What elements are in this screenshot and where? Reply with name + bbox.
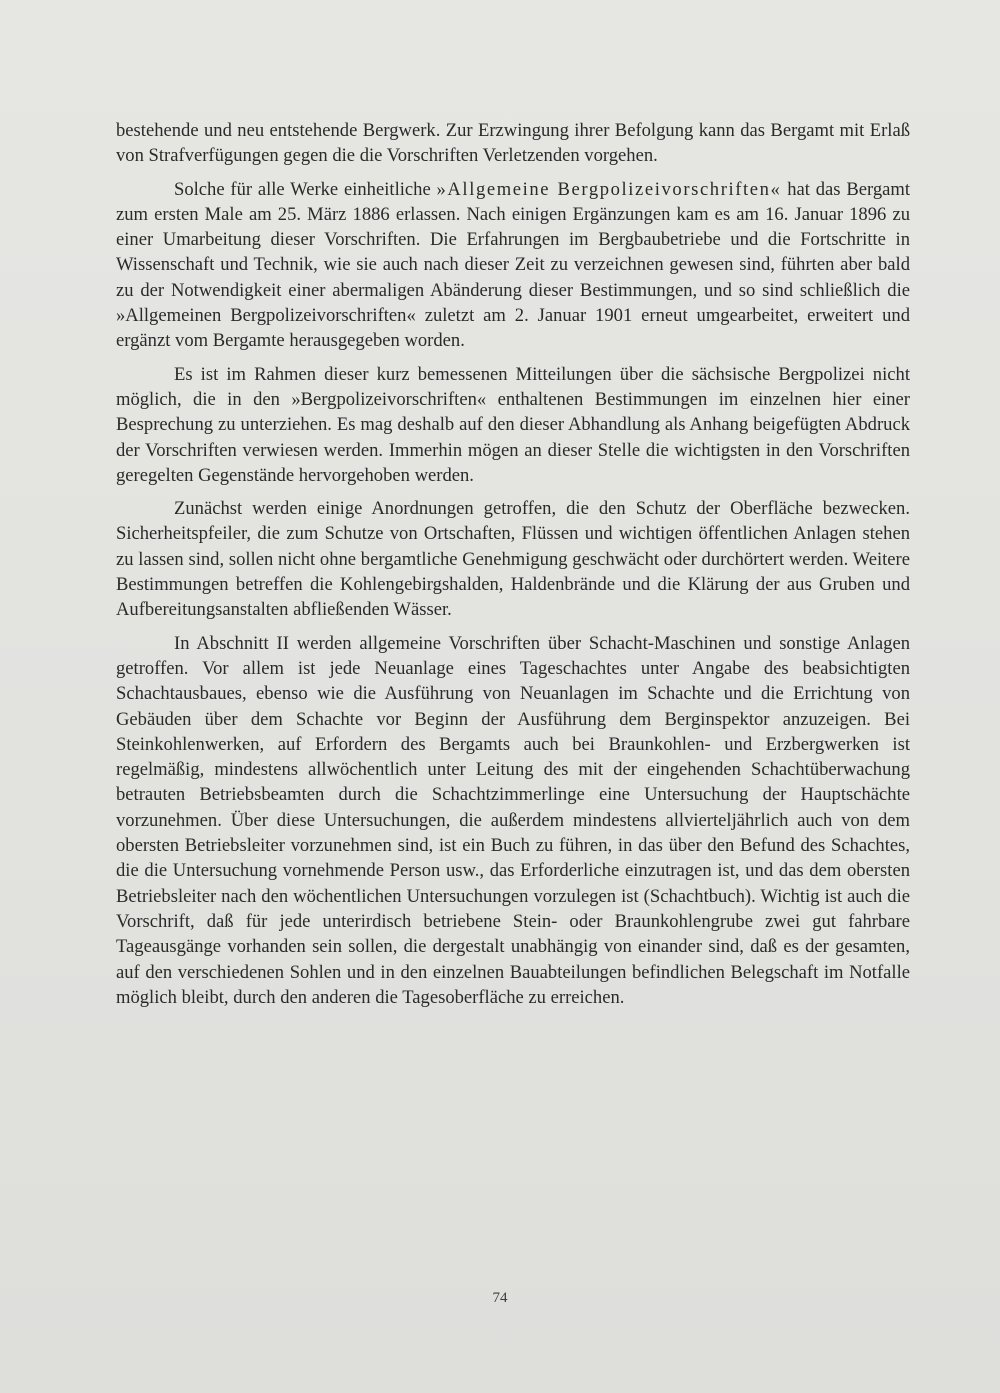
emphasized-title: »Allgemeine Bergpolizeivorschriften« [436, 178, 782, 200]
paragraph-1: bestehende und neu entstehende Bergwerk. Zur Erzwingung ihrer Befolgung kann das Bergamt mit Erlaß von Strafverfügungen gegen die die Vorschriften Verletzenden vorgehen. [116, 120, 910, 167]
paragraph-2-rest: hat das Bergamt zum ersten Male am 25. März 1886 erlassen. Nach einigen Ergänzungen kam es am 16. Januar 1896 zu einer Umarbeitung dieser Vorschriften. Die Erfahrungen im Bergbaubetriebe und die Fortschritte in Wissenschaft und Technik, wie sie auch nach dieser Zeit zu verzeichnen gewesen sind, führten aber bald zu der Notwendigkeit einer abermaligen Abänderung dieser Bestimmungen, und so sind schließlich die »Allgemeinen Bergpolizeivorschriften« zuletzt am 2. Januar 1901 erneut umgearbeitet, erweitert und ergänzt vom Bergamte herausgegeben worden. [116, 178, 911, 352]
body-text [116, 118, 910, 1018]
paragraph-2-start: Solche für alle Werke einheitliche [174, 178, 437, 200]
paragraph-2 [116, 177, 910, 354]
paragraph-4: Zunächst werden einige Anordnungen getroffen, die den Schutz der Oberfläche bezwecken. Sicherheitspfeiler, die zum Schutze von Ortschaften, Flüssen und wichtigen öffentlichen Anlagen stehen zu lassen sind, sollen nicht ohne bergamtliche Genehmigung geschwächt oder durchörtert werden. Weitere Bestimmungen betreffen die Kohlengebirgshalden, Haldenbrände und die Klärung der aus Gruben und Aufbereitungsanstalten abfließenden Wässer. [116, 498, 910, 621]
paragraph-5: In Abschnitt II werden allgemeine Vorschriften über Schacht-Maschinen und sonstige Anlagen getroffen. Vor allem ist jede Neuanlage eines Tageschachtes unter Angabe des beabsichtigten Schachtausbaues, ebenso wie die Ausführung von Neuanlagen im Schachte und die Errichtung von Gebäuden über dem Schachte vor Beginn der Ausführung dem Berginspektor anzuzeigen. Bei Steinkohlenwerken, auf Erfordern des Bergamts auch bei Braunkohlen- und Erzbergwerken ist regelmäßig, mindestens allwöchentlich unter Leitung des mit der eingehenden Schachtüberwachung betrauten Betriebsbeamten durch die Schachtzimmerlinge eine Untersuchung der Hauptschächte vorzunehmen. Über diese Untersuchungen, die außerdem mindestens allvierteljährlich auch von dem obersten Betriebsleiter vorzunehmen sind, ist ein Buch zu führen, in das über den Befund des Schachtes, die die Untersuchung vornehmende Person usw., das Erforderliche einzutragen ist, und das dem obersten Betriebsleiter nach den wöchentlichen Untersuchungen vorzulegen ist (Schachtbuch). Wichtig ist auch die Vorschrift, daß für jede unterirdisch betriebene Stein- oder Braunkohlengrube zwei gut fahrbare Tageausgänge vorhanden sein sollen, die dergestalt unabhängig von einander sind, daß es der gesamten, auf den verschiedenen Sohlen und in den einzelnen Bauabteilungen befindlichen Belegschaft im Notfalle möglich bleibt, durch den anderen die Tagesoberfläche zu erreichen. [116, 632, 910, 1008]
paragraph-3: Es ist im Rahmen dieser kurz bemessenen Mitteilungen über die sächsische Bergpolizei nicht möglich, die in den »Bergpolizeivorschriften« enthaltenen Bestimmungen im einzelnen hier einer Besprechung zu unterziehen. Es mag deshalb auf den dieser Abhandlung als Anhang beigefügten Abdruck der Vorschriften verwiesen werden. Immerhin mögen an dieser Stelle die wichtigsten in den Vorschriften geregelten Gegenstände hervorgehoben werden. [116, 363, 910, 486]
page-number: 74 [492, 1290, 508, 1306]
